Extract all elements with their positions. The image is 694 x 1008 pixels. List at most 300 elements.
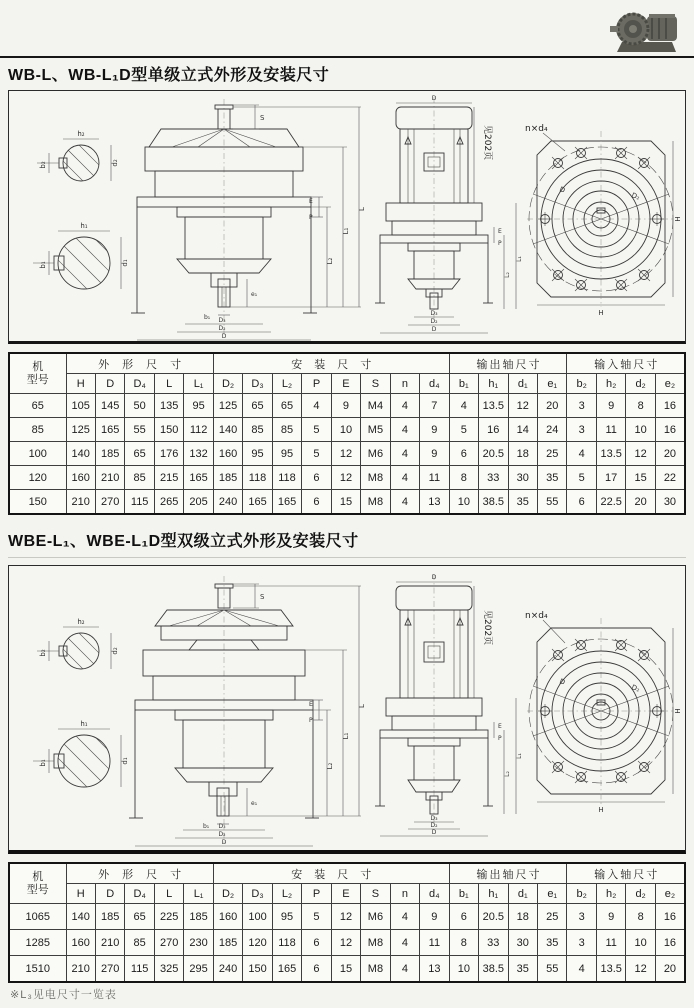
spec-table-double-stage	[8, 862, 686, 983]
value-cell: 140	[213, 418, 242, 442]
dim-label: E	[498, 228, 502, 235]
drawing-panel-single-stage	[8, 90, 686, 344]
value-cell: 118	[272, 930, 301, 956]
value-cell: 30	[508, 466, 537, 490]
dim-label: D₃	[430, 815, 438, 822]
value-cell: 165	[184, 466, 213, 490]
column-header: e₁	[538, 884, 567, 904]
column-header-row	[9, 884, 685, 904]
table-body	[9, 904, 685, 983]
value-cell: 16	[655, 418, 685, 442]
column-header: H	[66, 884, 95, 904]
value-cell: 14	[508, 418, 537, 442]
dim-label: H	[674, 708, 682, 714]
value-cell: 12	[626, 442, 655, 466]
output-shaft-detail	[33, 222, 129, 301]
value-cell: 3	[567, 418, 596, 442]
value-cell: 7	[420, 394, 449, 418]
value-cell: M8	[361, 490, 390, 515]
top-rule	[0, 56, 694, 58]
value-cell: 210	[95, 930, 124, 956]
value-cell: 9	[331, 394, 360, 418]
dim-label: S	[260, 593, 265, 601]
value-cell: 120	[243, 930, 272, 956]
input-shaft-detail	[37, 130, 119, 191]
value-cell: 5	[302, 442, 331, 466]
column-header: h₁	[479, 374, 508, 394]
value-cell: 270	[95, 956, 124, 983]
column-header: D₂	[213, 884, 242, 904]
value-cell: 55	[538, 956, 567, 983]
value-cell: 38.5	[479, 490, 508, 515]
dim-label: H	[674, 216, 682, 222]
value-cell: 6	[302, 466, 331, 490]
dim-label: b₁	[39, 261, 47, 269]
value-cell: 95	[184, 394, 213, 418]
value-cell: 115	[125, 490, 154, 515]
value-cell: 13.5	[596, 956, 625, 983]
column-header: L₁	[184, 884, 213, 904]
column-header: P	[302, 884, 331, 904]
group-header-input-shaft: 输入轴尺寸	[567, 863, 685, 884]
model-cell: 1065	[9, 904, 66, 930]
value-cell: 38.5	[479, 956, 508, 983]
value-cell: 20	[538, 394, 567, 418]
value-cell: 85	[125, 466, 154, 490]
dim-label: h₂	[77, 130, 85, 138]
dim-label: L	[358, 207, 366, 211]
column-header: L	[154, 884, 183, 904]
dim-label: h₁	[80, 222, 88, 230]
value-cell: 6	[449, 442, 478, 466]
value-cell: M4	[361, 394, 390, 418]
value-cell: 13.5	[596, 442, 625, 466]
dim-label: b₁	[39, 759, 47, 767]
column-header: d₂	[626, 884, 655, 904]
value-cell: M5	[361, 418, 390, 442]
value-cell: 11	[596, 930, 625, 956]
value-cell: 185	[213, 466, 242, 490]
value-cell: 55	[125, 418, 154, 442]
column-header: b₂	[567, 884, 596, 904]
dim-label: D₃	[218, 823, 226, 830]
dim-label: L₁	[516, 753, 523, 759]
column-header: d₂	[626, 374, 655, 394]
value-cell: 185	[213, 930, 242, 956]
dim-label: L₁	[342, 227, 350, 235]
value-cell: 165	[95, 418, 124, 442]
dim-label: d₂	[111, 159, 119, 167]
column-header: H	[66, 374, 95, 394]
section1-title: WB-L、WB-L₁D型单级立式外形及安装尺寸	[8, 67, 330, 84]
value-cell: 270	[154, 930, 183, 956]
value-cell: 150	[243, 956, 272, 983]
group-header-input-shaft: 输入轴尺寸	[567, 353, 685, 374]
column-header: h₂	[596, 884, 625, 904]
value-cell: M6	[361, 904, 390, 930]
value-cell: 4	[449, 394, 478, 418]
dim-label: D	[221, 839, 227, 846]
see-page-note: 见202页	[482, 125, 492, 161]
group-header-output-shaft: 输出轴尺寸	[449, 863, 567, 884]
value-cell: 225	[154, 904, 183, 930]
value-cell: 176	[154, 442, 183, 466]
value-cell: 215	[154, 466, 183, 490]
column-header: d₁	[508, 374, 537, 394]
bolt-pattern-label: n×d₄	[525, 124, 548, 134]
dim-label: D₂	[630, 191, 641, 202]
table-row	[9, 490, 685, 515]
column-header: e₁	[538, 374, 567, 394]
output-shaft-detail	[33, 720, 129, 799]
value-cell: 230	[184, 930, 213, 956]
column-header: D₂	[213, 374, 242, 394]
value-cell: 160	[213, 442, 242, 466]
double-stage-drawing	[9, 566, 685, 850]
column-header: D	[95, 374, 124, 394]
value-cell: 4	[390, 466, 419, 490]
value-cell: 12	[331, 930, 360, 956]
value-cell: 10	[626, 418, 655, 442]
value-cell: 20	[655, 956, 685, 983]
dim-label: D₂	[430, 822, 438, 829]
value-cell: 100	[243, 904, 272, 930]
value-cell: 118	[272, 466, 301, 490]
value-cell: 85	[125, 930, 154, 956]
dim-label: L₁	[516, 256, 523, 262]
column-header: n	[390, 374, 419, 394]
dim-label: D₂	[430, 318, 438, 325]
value-cell: 20.5	[479, 904, 508, 930]
value-cell: 185	[95, 904, 124, 930]
value-cell: 9	[596, 904, 625, 930]
dim-label: H	[598, 309, 604, 317]
value-cell: 3	[567, 904, 596, 930]
value-cell: 150	[154, 418, 183, 442]
column-header: D₄	[125, 884, 154, 904]
value-cell: 5	[567, 466, 596, 490]
motor-version-view	[375, 574, 523, 836]
value-cell: 112	[184, 418, 213, 442]
column-header: S	[361, 884, 390, 904]
dim-label: L₂	[504, 272, 511, 278]
single-stage-drawing	[9, 91, 685, 341]
group-header-output-shaft: 输出轴尺寸	[449, 353, 567, 374]
value-cell: 185	[95, 442, 124, 466]
column-header: L₂	[272, 374, 301, 394]
dim-label: L	[358, 704, 366, 708]
value-cell: M8	[361, 930, 390, 956]
value-cell: 11	[596, 418, 625, 442]
value-cell: 4	[567, 956, 596, 983]
table-row	[9, 930, 685, 956]
value-cell: 65	[125, 904, 154, 930]
model-cell: 1510	[9, 956, 66, 983]
value-cell: 4	[390, 490, 419, 515]
dim-label: E	[498, 723, 502, 730]
value-cell: 15	[331, 956, 360, 983]
value-cell: 125	[213, 394, 242, 418]
see-page-note: 见202页	[482, 610, 492, 646]
column-header: E	[331, 884, 360, 904]
value-cell: 295	[184, 956, 213, 983]
value-cell: 8	[449, 466, 478, 490]
model-header: 机 型号	[9, 353, 66, 394]
value-cell: 65	[125, 442, 154, 466]
dim-label: S	[260, 114, 265, 122]
value-cell: 132	[184, 442, 213, 466]
dim-label: D	[558, 677, 567, 687]
value-cell: 4	[390, 904, 419, 930]
value-cell: 210	[66, 490, 95, 515]
value-cell: 6	[302, 956, 331, 983]
value-cell: 85	[243, 418, 272, 442]
dim-label: L₂	[504, 771, 511, 777]
column-header: D₄	[125, 374, 154, 394]
value-cell: 165	[243, 490, 272, 515]
value-cell: 5	[302, 904, 331, 930]
value-cell: 33	[479, 930, 508, 956]
value-cell: 6	[302, 490, 331, 515]
value-cell: 65	[272, 394, 301, 418]
group-header-outline: 外形尺寸	[66, 863, 213, 884]
value-cell: 240	[213, 956, 242, 983]
value-cell: 4	[390, 956, 419, 983]
dim-label: E	[309, 198, 313, 205]
value-cell: 140	[66, 442, 95, 466]
column-header: e₂	[655, 884, 685, 904]
value-cell: 325	[154, 956, 183, 983]
value-cell: 95	[272, 442, 301, 466]
value-cell: 17	[596, 466, 625, 490]
value-cell: 160	[66, 466, 95, 490]
column-header: h₁	[479, 884, 508, 904]
value-cell: 65	[243, 394, 272, 418]
column-header-row	[9, 374, 685, 394]
value-cell: 18	[508, 442, 537, 466]
value-cell: 3	[567, 394, 596, 418]
dim-label: D	[431, 574, 437, 581]
value-cell: 85	[272, 418, 301, 442]
column-header: d₄	[420, 884, 449, 904]
dim-label: P	[309, 214, 313, 221]
group-header-outline: 外形尺寸	[66, 353, 213, 374]
dim-label: D₃	[218, 317, 226, 324]
dim-label: P	[498, 240, 502, 247]
value-cell: 210	[66, 956, 95, 983]
dim-label: D	[431, 326, 437, 333]
table-row	[9, 466, 685, 490]
value-cell: 24	[538, 418, 567, 442]
column-header: S	[361, 374, 390, 394]
value-cell: 8	[626, 904, 655, 930]
value-cell: 15	[626, 466, 655, 490]
value-cell: 25	[538, 442, 567, 466]
bolt-pattern-label: n×d₄	[525, 611, 548, 621]
dim-label: H	[598, 806, 604, 814]
value-cell: 210	[95, 466, 124, 490]
value-cell: 265	[154, 490, 183, 515]
flange-view	[525, 611, 682, 814]
dim-label: h₂	[77, 618, 85, 626]
value-cell: 105	[66, 394, 95, 418]
dim-label: D₃	[430, 310, 438, 317]
value-cell: 30	[655, 490, 685, 515]
value-cell: 4	[390, 394, 419, 418]
value-cell: M8	[361, 956, 390, 983]
value-cell: 12	[626, 956, 655, 983]
value-cell: 10	[626, 930, 655, 956]
dim-label: d₁	[121, 259, 129, 267]
value-cell: 30	[508, 930, 537, 956]
value-cell: 33	[479, 466, 508, 490]
column-header: D₃	[243, 884, 272, 904]
column-header: b₂	[567, 374, 596, 394]
value-cell: M8	[361, 466, 390, 490]
model-cell: 65	[9, 394, 66, 418]
value-cell: 5	[449, 418, 478, 442]
value-cell: 9	[420, 904, 449, 930]
value-cell: 165	[272, 490, 301, 515]
group-header-mounting: 安装尺寸	[213, 353, 449, 374]
value-cell: 240	[213, 490, 242, 515]
value-cell: 10	[449, 490, 478, 515]
value-cell: 25	[538, 904, 567, 930]
dim-label: d₂	[111, 647, 119, 655]
value-cell: 9	[596, 394, 625, 418]
value-cell: 35	[538, 930, 567, 956]
value-cell: 4	[390, 930, 419, 956]
model-cell: 85	[9, 418, 66, 442]
value-cell: 20	[655, 442, 685, 466]
value-cell: 18	[508, 904, 537, 930]
value-cell: 145	[95, 394, 124, 418]
value-cell: 16	[655, 930, 685, 956]
dim-label: b₂	[39, 649, 47, 657]
value-cell: 35	[508, 490, 537, 515]
column-header: D	[95, 884, 124, 904]
table-row	[9, 418, 685, 442]
column-header: P	[302, 374, 331, 394]
value-cell: 13.5	[479, 394, 508, 418]
column-header: L₁	[184, 374, 213, 394]
value-cell: 16	[479, 418, 508, 442]
value-cell: 6	[302, 930, 331, 956]
dim-label: E	[309, 701, 313, 708]
value-cell: 5	[302, 418, 331, 442]
column-header: d₁	[508, 884, 537, 904]
value-cell: 15	[331, 490, 360, 515]
spec-table-single-stage	[8, 352, 686, 515]
value-cell: M6	[361, 442, 390, 466]
value-cell: 115	[125, 956, 154, 983]
value-cell: 35	[538, 466, 567, 490]
value-cell: 135	[154, 394, 183, 418]
value-cell: 6	[567, 490, 596, 515]
section2-title: WBE-L₁、WBE-L₁D型双级立式外形及安装尺寸	[8, 533, 359, 550]
dim-label: L₂	[326, 762, 334, 770]
value-cell: 95	[243, 442, 272, 466]
value-cell: 10	[449, 956, 478, 983]
reducer-front-view	[131, 99, 366, 340]
column-header: b₁	[449, 884, 478, 904]
column-header: D₃	[243, 374, 272, 394]
dim-label: b₁	[204, 314, 211, 321]
input-shaft-detail	[37, 618, 119, 679]
value-cell: 11	[420, 466, 449, 490]
model-cell: 1285	[9, 930, 66, 956]
value-cell: 185	[184, 904, 213, 930]
value-cell: 140	[66, 904, 95, 930]
value-cell: 160	[66, 930, 95, 956]
value-cell: 205	[184, 490, 213, 515]
dim-label: h₁	[80, 720, 88, 728]
value-cell: 4	[390, 418, 419, 442]
model-header: 机 型号	[9, 863, 66, 904]
dim-label: b₂	[39, 161, 47, 169]
column-header: n	[390, 884, 419, 904]
model-cell: 100	[9, 442, 66, 466]
dim-label: D₂	[630, 683, 641, 694]
value-cell: 11	[420, 930, 449, 956]
table-row	[9, 442, 685, 466]
table-row	[9, 956, 685, 983]
value-cell: 22.5	[596, 490, 625, 515]
value-cell: 4	[302, 394, 331, 418]
value-cell: 20.5	[479, 442, 508, 466]
column-header: h₂	[596, 374, 625, 394]
column-header: d₄	[420, 374, 449, 394]
value-cell: 160	[213, 904, 242, 930]
table-body	[9, 394, 685, 515]
dim-label: b₁	[203, 823, 210, 830]
dim-label: D₂	[218, 831, 226, 838]
dim-label: D₂	[218, 325, 226, 332]
value-cell: 12	[508, 394, 537, 418]
value-cell: 12	[331, 466, 360, 490]
value-cell: 6	[449, 904, 478, 930]
column-header: e₂	[655, 374, 685, 394]
dim-label: D	[221, 333, 227, 340]
value-cell: 20	[626, 490, 655, 515]
flange-view	[525, 124, 682, 317]
value-cell: 12	[331, 442, 360, 466]
value-cell: 10	[331, 418, 360, 442]
dim-label: L₂	[326, 257, 334, 265]
column-header: E	[331, 374, 360, 394]
dim-label: D	[558, 185, 567, 195]
value-cell: 8	[449, 930, 478, 956]
motor-version-view	[375, 95, 523, 333]
value-cell: 16	[655, 904, 685, 930]
dim-label: P	[309, 717, 313, 724]
model-cell: 150	[9, 490, 66, 515]
value-cell: 270	[95, 490, 124, 515]
dim-label: e₁	[251, 800, 258, 807]
value-cell: 35	[508, 956, 537, 983]
value-cell: 118	[243, 466, 272, 490]
reducer-front-view	[129, 576, 366, 846]
gearmotor-photo	[604, 3, 690, 55]
column-header: L₂	[272, 884, 301, 904]
value-cell: 3	[567, 930, 596, 956]
group-header-mounting: 安装尺寸	[213, 863, 449, 884]
table-row	[9, 904, 685, 930]
value-cell: 13	[420, 956, 449, 983]
table-row	[9, 394, 685, 418]
column-header: L	[154, 374, 183, 394]
dim-label: P	[498, 735, 502, 742]
